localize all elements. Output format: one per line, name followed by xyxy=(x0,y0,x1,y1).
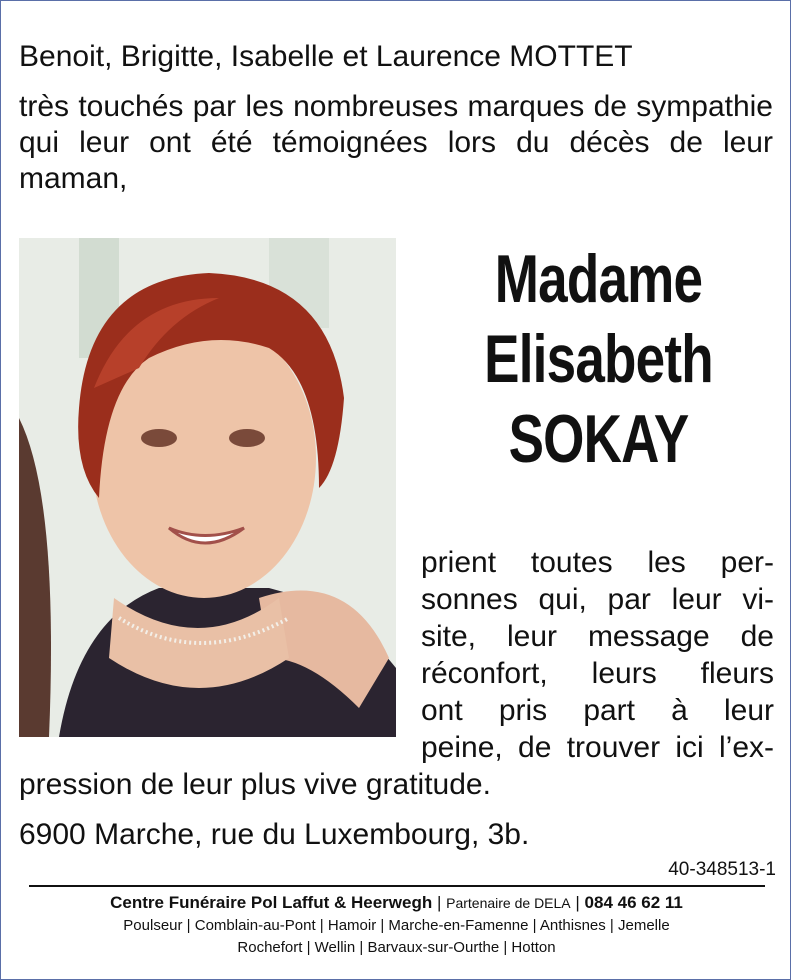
thanks-line: réconfort, leurs fleurs xyxy=(421,657,774,690)
separator: | xyxy=(575,893,585,912)
deceased-name xyxy=(468,239,729,479)
thanks-line: peine, de trouver ici l’ex- xyxy=(421,731,774,764)
family-names: Benoit, Brigitte, Isabelle et Laurence MOTTET xyxy=(19,40,633,73)
thanks-line: ont pris part à leur xyxy=(421,694,774,727)
thanks-line: sonnes qui, par leur vi- xyxy=(421,583,774,616)
footer-main-line xyxy=(7,891,786,915)
company-name: Centre Funéraire Pol Laffut & Heerwegh xyxy=(110,893,433,912)
portrait-photo xyxy=(19,238,396,737)
separator: | xyxy=(436,893,447,912)
intro-text: très touchés par les nombreuses marques de sympathie qui leur ont été témoignées lors du décès de leur maman, xyxy=(19,90,773,195)
reference-number: 40-348513-1 xyxy=(668,859,776,880)
locations-line-2: Rochefort | Wellin | Barvaux-sur-Ourthe | Hotton xyxy=(237,939,556,956)
partner-label: Partenaire de DELA xyxy=(446,895,571,911)
address: 6900 Marche, rue du Luxembourg, 3b. xyxy=(19,818,530,851)
portrait-illustration xyxy=(19,238,396,737)
thanks-line: prient toutes les per- xyxy=(421,546,774,579)
phone-number: 084 46 62 11 xyxy=(584,893,683,912)
deceased-title: Madame xyxy=(494,241,703,317)
deceased-last-name: SOKAY xyxy=(508,401,689,477)
funeral-home-footer xyxy=(7,891,786,959)
thanks-tail: pression de leur plus vive gratitude. xyxy=(19,768,491,801)
thanks-line: site, leur message de xyxy=(421,620,774,653)
thanks-text xyxy=(421,544,774,766)
divider xyxy=(29,885,765,887)
deceased-first-name: Elisabeth xyxy=(484,321,713,397)
locations-line-1: Poulseur | Comblain-au-Pont | Hamoir | Marche-en-Famenne | Anthisnes | Jemelle xyxy=(123,917,670,934)
